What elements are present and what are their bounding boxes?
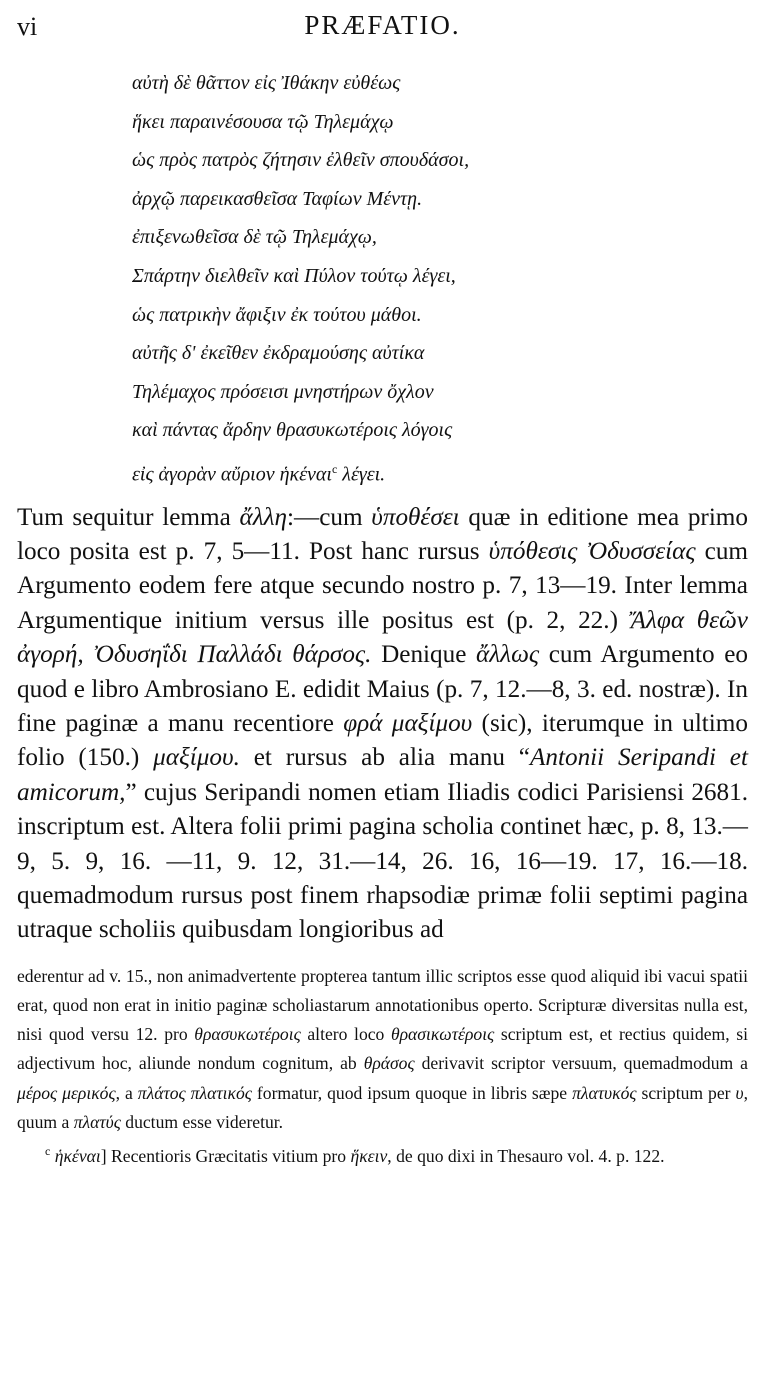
text-run: cum Argumento eodem fere atque secundo nostro p. 7, 13—19. Inter lemma Argumentique initium versus ille positus est (p. 2, 22.) (17, 537, 749, 634)
greek-term: ὑπόθεσις Ὀδυσσείας (488, 537, 696, 565)
greek-term: ὑποθέσει (371, 503, 460, 531)
greek-term: φρά μαξίμου (343, 709, 473, 737)
text-run: formatur, quod ipsum quoque in libris sæpe (251, 1082, 573, 1103)
greek-term: υ (735, 1082, 744, 1103)
greek-term: θράσος (363, 1053, 415, 1074)
text-run: altero loco (300, 1024, 391, 1045)
text-run: Tum sequitur lemma (17, 503, 240, 531)
greek-term: ἥκειν (350, 1145, 388, 1166)
text-run: scriptum est, et rectius quidem, si adjectivum hoc, aliunde nondum cognitum, ab (17, 1024, 748, 1074)
verse-line: αὐτῆς δ' ἐκεῖθεν ἐκδραμούσης αὐτίκα (132, 342, 425, 365)
text-run: , de quo dixi in Thesauro vol. 4. p. 122. (387, 1145, 665, 1166)
footnote-continuation (17, 962, 748, 1137)
greek-term: μέρος μερικός (17, 1082, 116, 1103)
verse-line: Σπάρτην διελθεῖν καὶ Πύλον τούτῳ λέγει, (132, 264, 456, 287)
greek-term: πλατύς (73, 1111, 121, 1132)
running-head (17, 0, 748, 52)
main-paragraph (17, 501, 748, 948)
verse-line: ὡς πατρικὴν ἄφιξιν ἐκ τούτου μάθοι. (132, 303, 422, 326)
greek-term: μαξίμου. (153, 744, 240, 772)
greek-term: ἄλλη (239, 503, 288, 531)
verse-line: Τηλέμαχος πρόσεισι μνηστήρων ὄχλον (132, 380, 434, 403)
verse-line: καὶ πάντας ἄρδην θρασυκωτέροις λόγοις (132, 419, 453, 442)
footnotes (17, 962, 748, 1171)
greek-term: ἡκέναι (54, 1145, 101, 1166)
page-title: PRÆFATIO. (304, 10, 461, 40)
text-run: derivavit scriptor versuum, quemadmodum a (414, 1053, 748, 1074)
text-run: ” cujus Seripandi nomen etiam Iliadis codici Parisiensi 2681. inscriptum est. Altera folii primi pagina scholia continet hæc, p. 8, 13.—9, 5. 9, 16. —11, 9. 12, 31.—14, 26. 16, 16—19. 17, 16.—18. quemadmodum rursus post finem rhapsodiæ primæ folii septimi pagina utraque scholiis quibusdam longioribus ad (17, 778, 748, 944)
footnote-marker: c (45, 1144, 51, 1159)
latin-quote: Antonii Seripandi et amicorum, (17, 744, 748, 806)
text-run: quæ in editione mea primo loco posita est p. 7, 5—11. Post hanc rursus (17, 503, 748, 565)
text-run: , a (115, 1082, 138, 1103)
text-run: ederentur ad v. 15., non animadvertente propterea tantum illic scriptos esse quod aliquid ibi vacui spatii erat, quod non erat in initio paginæ scholiastarum annotationibus operto. Scripturæ diversitas nulla est, nisi quod versu 12. pro (17, 965, 748, 1045)
page-number: vi (17, 12, 38, 41)
text-run: cum Argumento eo quod e libro Ambrosiano E. edidit Maius (p. 7, 12.—8, 3. ed. nostræ). In fine paginæ a manu recentiore (17, 641, 749, 737)
text-run: ] Recentioris Græcitatis vitium pro (100, 1145, 351, 1166)
verse-text: λέγει. (337, 463, 386, 486)
text-run: ductum esse videretur. (120, 1111, 284, 1132)
verse-text: εἰς ἀγορὰν αὔριον ἡκέναι (132, 463, 332, 486)
verse-line: ἥκει παραινέσουσα τῷ Τηλεμάχῳ (132, 110, 394, 133)
text-run: scriptum per (636, 1082, 736, 1103)
verse-line: ὡς πρὸς πατρὸς ζήτησιν ἐλθεῖν σπουδάσοι, (132, 149, 470, 172)
greek-verse-block (132, 64, 748, 489)
verse-line-last (132, 450, 748, 489)
greek-verse-quote: Ἄλφα θεῶν ἀγορή, Ὀδυσηΐδι Παλλάδι θάρσος. (17, 606, 748, 669)
verse-line: ἀρχῷ παρεικασθεῖσα Ταφίων Μέντῃ. (132, 187, 423, 210)
greek-term: ἄλλως (476, 641, 540, 669)
footnote-c (17, 1137, 748, 1171)
text-run: et rursus ab alia manu “ (239, 744, 530, 772)
text-run: , quum a (17, 1082, 748, 1132)
greek-term: θρασυκωτέροις (194, 1024, 301, 1045)
verse-line: ἐπιξενωθεῖσα δὲ τῷ Τηλεμάχῳ, (132, 226, 377, 249)
greek-term: πλάτος πλατικός (137, 1082, 252, 1103)
text-run: Denique (371, 641, 477, 669)
text-run: (sic), iterumque in ultimo folio (150.) (17, 709, 748, 772)
greek-term: πλατυκός (572, 1082, 637, 1103)
footnote-marker: c (331, 461, 338, 476)
verse-line: αὐτὴ δὲ θᾶττον εἰς Ἰθάκην εὐθέως (132, 72, 401, 94)
greek-term: θρασικωτέροις (390, 1024, 495, 1045)
text-run: :—cum (287, 503, 372, 531)
